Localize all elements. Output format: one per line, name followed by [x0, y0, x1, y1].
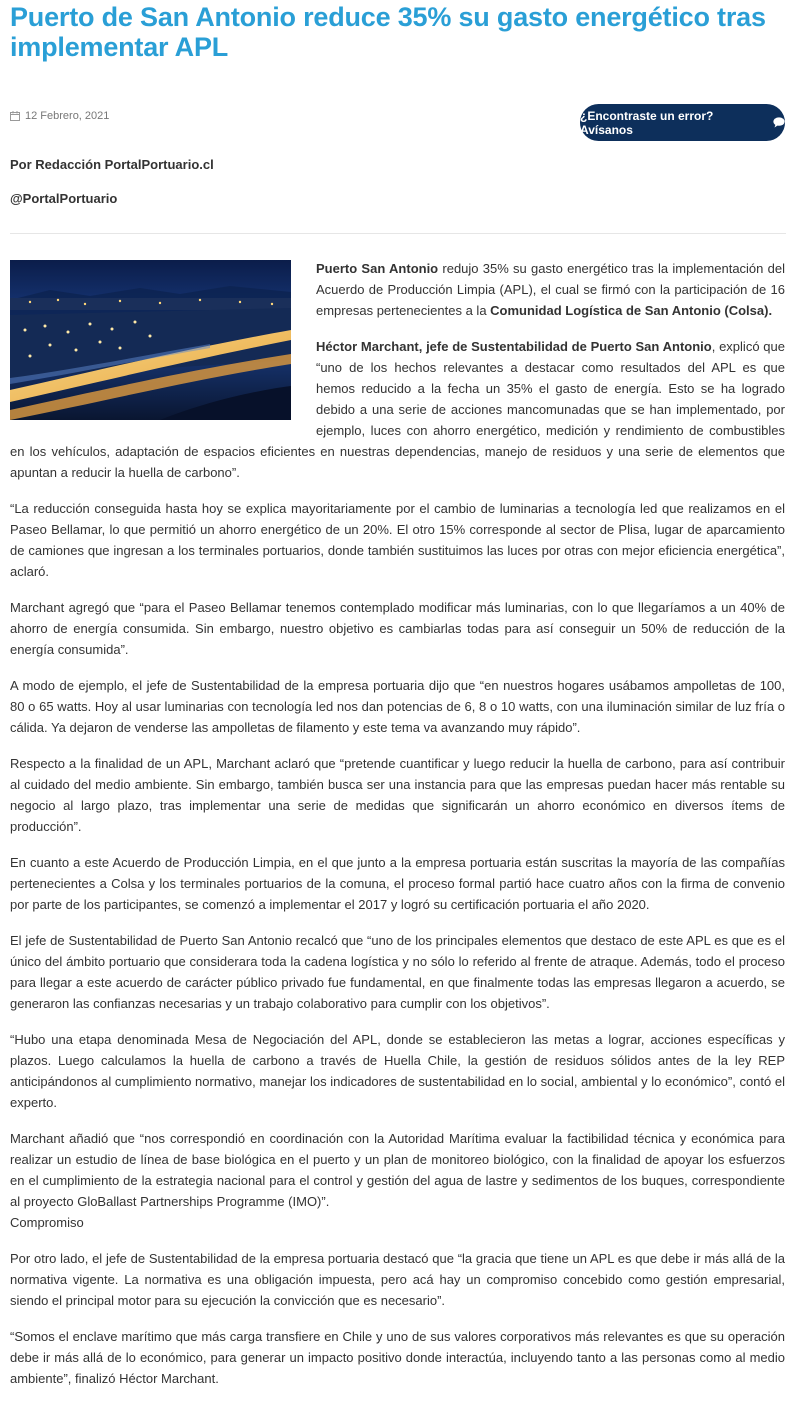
publish-date-text: 12 Febrero, 2021	[25, 110, 110, 122]
publish-date	[10, 110, 109, 122]
paragraph-5: A modo de ejemplo, el jefe de Sustentabilidad de la empresa portuaria dijo que “en nuestros hogares usábamos ampolletas de 100, 80 o 65 watts. Hoy al usar luminarias con tecnología led nos dan potencias de 6, 8 o 10 watts, con una iluminación similar de luz fría o cálida. Ya dejaron de venderse las ampolletas de filamento y este tema va avanzando muy rápido”.	[10, 678, 785, 735]
paragraph-11: Por otro lado, el jefe de Sustentabilidad de la empresa portuaria destacó que “la gracia que tiene un APL es que debe ir más allá de la normativa vigente. La normativa es una obligación impuesta, pero acá hay un compromiso concebido como gestión empresarial, siendo el principal motor para su ejecución la convicción que es necesario”.	[10, 1251, 785, 1308]
paragraph-2: Héctor Marchant, jefe de Sustentabilidad de Puerto San Antonio, explicó que “uno de los hechos relevantes a destacar como resultados del APL es que hemos reducido a la fecha un 35% el gasto de energía. Esto se ha logrado debido a una serie de acciones mancomunadas que se han implementado, por ejemplo, luces con ahorro energético, medición y rendimiento de combustibles en los vehículos, adaptación de espacios eficientes en nuestras dependencias, manejo de residuos y una serie de elementos que apuntan a reducir la huella de carbono”.	[10, 339, 785, 480]
paragraph-12: “Somos el enclave marítimo que más carga transfiere en Chile y uno de sus valores corporativos más relevantes es que su operación debe ir más allá de lo económico, para generar un impacto positivo donde interactúa, incluyendo tanto a las personas como al medio ambiente”, finalizó Héctor Marchant.	[10, 1329, 785, 1386]
chat-bubble-icon	[773, 117, 785, 128]
paragraph-10: Marchant añadió que “nos correspondió en coordinación con la Autoridad Marítima evaluar la factibilidad técnica y económica para realizar un estudio de línea de base biológica en el puerto y un plan de monitoreo biológico, con la finalidad de apoyar los esfuerzos en el cumplimiento de la estrategia nacional para el control y gestión del agua de lastre y sedimentos de los buques, correspondiente al proyecto GloBallast Partnerships Programme (IMO)”.	[10, 1131, 785, 1209]
report-error-button[interactable]	[580, 104, 785, 141]
subheading-compromiso: Compromiso	[10, 1215, 84, 1230]
author-byline: Por Redacción PortalPortuario.cl	[10, 157, 214, 172]
paragraph-1: Puerto San Antonio redujo 35% su gasto energético tras la implementación del Acuerdo de Producción Limpia (APL), el cual se firmó con la participación de 16 empresas pertenecientes a la Comunidad Logística de San Antonio (Colsa).	[316, 261, 785, 318]
paragraph-4: Marchant agregó que “para el Paseo Bellamar tenemos contemplado modificar más luminarias, con lo que llegaríamos a un 40% de ahorro de energía consumida. Sin embargo, nuestro objetivo es cambiarlas todas para así conseguir un 50% de reducción de la energía consumida”.	[10, 600, 785, 657]
article-body	[10, 258, 785, 1404]
paragraph-8: El jefe de Sustentabilidad de Puerto San Antonio recalcó que “uno de los principales elementos que destaco de este APL es que es el único del ámbito portuario que considerara toda la cadena logística y no sólo lo referido al frente de atraque. Además, todo el proceso para llegar a este acuerdo de carácter público privado fue fundamental, en que finalmente todas las empresas llegaron a acuerdo, se generaron las confianzas necesarias y un trabajo colaborativo para cumplir con los objetivos”.	[10, 933, 785, 1011]
article-title: Puerto de San Antonio reduce 35% su gasto energético tras implementar APL	[10, 2, 766, 62]
paragraph-9: “Hubo una etapa denominada Mesa de Negociación del APL, donde se establecieron las metas a lograr, acciones específicas y plazos. Luego calculamos la huella de carbono a través de Huella Chile, la gestión de residuos sólidos antes de la ley REP anticipándonos al cumplimiento normativo, manejar los indicadores de sustentabilidad en lo social, ambiental y lo económico”, contó el experto.	[10, 1032, 785, 1110]
port-night-photo	[10, 260, 291, 420]
paragraph-7: En cuanto a este Acuerdo de Producción Limpia, en el que junto a la empresa portuaria están suscritas la mayoría de las compañías pertenecientes a Colsa y los terminales portuarios de la comuna, el proceso formal partió hace cuatro años con la firma de convenio por parte de los participantes, se comenzó a implementar el 2017 y logró su certificación portuaria el año 2020.	[10, 855, 785, 912]
paragraph-3: “La reducción conseguida hasta hoy se explica mayoritariamente por el cambio de luminarias a tecnología led que realizamos en el Paseo Bellamar, lo que permitió un ahorro energético de un 20%. El otro 15% corresponde al sector de Plisa, lugar de aparcamiento de camiones que ingresan a los terminales portuarios, donde también sustituimos las luces por otras con mejor eficiencia energética”, aclaró.	[10, 501, 785, 579]
report-error-label: ¿Encontraste un error? Avísanos	[580, 108, 714, 137]
author-handle: @PortalPortuario	[10, 191, 118, 206]
calendar-icon	[10, 111, 20, 121]
paragraph-6: Respecto a la finalidad de un APL, Marchant aclaró que “pretende cuantificar y luego reducir la huella de carbono, para así contribuir al cuidado del medio ambiente. Sin embargo, también busca ser una instancia para que las empresas puedan hacer más rentable su negocio al largo plazo, tras implementar una serie de medidas que significarán un ahorro económico en diversos ítems de producción”.	[10, 756, 785, 834]
divider	[10, 233, 786, 234]
